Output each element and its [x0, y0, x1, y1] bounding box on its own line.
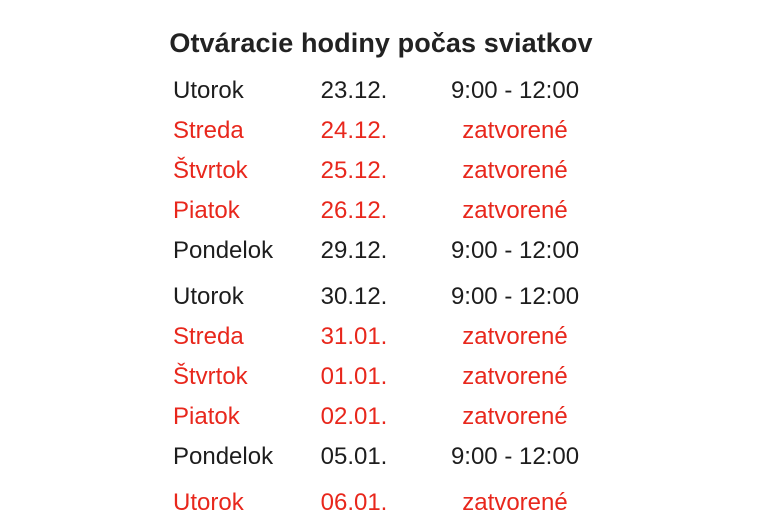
table-row [145, 489, 617, 529]
cell-hours: 9:00 - 12:00 [450, 77, 580, 104]
opening-hours-table [145, 77, 617, 529]
cell-date: 31.01. [320, 323, 388, 350]
cell-date: 06.01. [320, 489, 388, 516]
cell-hours: zatvorené [462, 363, 568, 390]
cell-date: 01.01. [320, 363, 388, 390]
page-title: Otváracie hodiny počas sviatkov [169, 28, 593, 58]
cell-date: 30.12. [320, 283, 388, 310]
cell-hours: 9:00 - 12:00 [450, 443, 580, 470]
table-row [145, 237, 617, 277]
cell-day: Streda [173, 117, 244, 144]
cell-day: Streda [173, 323, 244, 350]
cell-day: Piatok [173, 197, 240, 224]
table-row [145, 363, 617, 403]
table-row [145, 117, 617, 157]
table-row [145, 283, 617, 323]
cell-day: Pondelok [173, 237, 274, 264]
cell-hours: 9:00 - 12:00 [450, 283, 580, 310]
cell-date: 25.12. [320, 157, 388, 184]
cell-date: 29.12. [320, 237, 388, 264]
table-row [145, 403, 617, 443]
cell-hours: zatvorené [462, 489, 568, 516]
cell-day: Štvrtok [173, 363, 248, 390]
table-row [145, 323, 617, 363]
cell-hours: zatvorené [462, 197, 568, 224]
cell-day: Utorok [173, 77, 244, 104]
cell-hours: zatvorené [462, 157, 568, 184]
table-row [145, 77, 617, 117]
right-margin [617, 0, 765, 527]
poster-content [145, 0, 617, 527]
cell-date: 02.01. [320, 403, 388, 430]
cell-date: 23.12. [320, 77, 388, 104]
cell-date: 05.01. [320, 443, 388, 470]
cell-day: Pondelok [173, 443, 274, 470]
table-row [145, 443, 617, 483]
cell-hours: zatvorené [462, 117, 568, 144]
table-row [145, 157, 617, 197]
cell-hours: zatvorené [462, 323, 568, 350]
cell-hours: 9:00 - 12:00 [450, 237, 580, 264]
cell-hours: zatvorené [462, 403, 568, 430]
cell-date: 26.12. [320, 197, 388, 224]
cell-day: Utorok [173, 489, 244, 516]
cell-day: Štvrtok [173, 157, 248, 184]
table-row [145, 197, 617, 237]
left-margin [0, 0, 145, 527]
cell-date: 24.12. [320, 117, 388, 144]
cell-day: Piatok [173, 403, 240, 430]
cell-day: Utorok [173, 283, 244, 310]
